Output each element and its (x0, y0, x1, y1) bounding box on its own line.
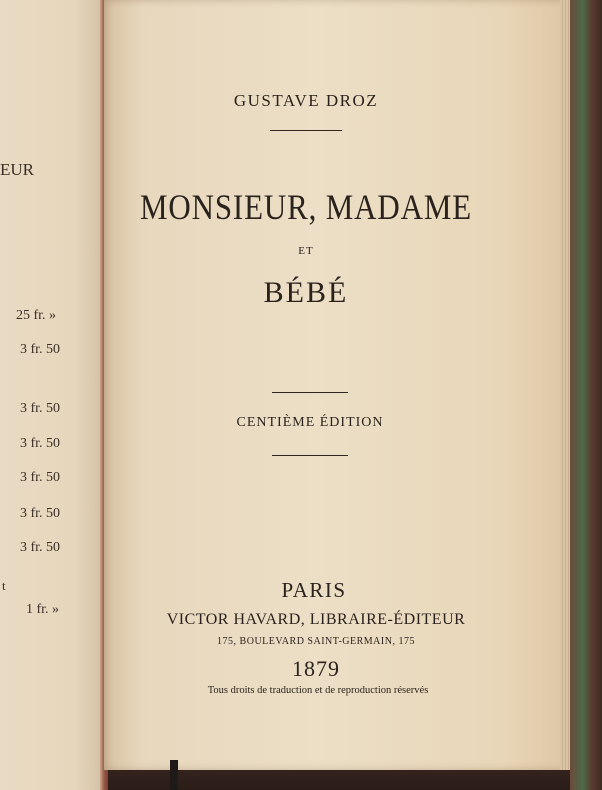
title-page (104, 0, 574, 770)
title-line-1: MONSIEUR, MADAME (140, 187, 472, 227)
bookmark-ribbon (170, 760, 178, 790)
left-heading-fragment: EUR (0, 160, 34, 179)
author-rule (270, 130, 342, 131)
publisher-label: VICTOR HAVARD, LIBRAIRE-ÉDITEUR (166, 611, 466, 628)
edition-rule-top (272, 392, 348, 393)
author-name: GUSTAVE DROZ (233, 91, 379, 110)
publisher-address: 175, BOULEVARD SAINT-GERMAIN, 175 (217, 636, 415, 647)
left-price-3: 3 fr. 50 (20, 401, 61, 416)
title-line-2: BÉBÉ (263, 276, 349, 309)
city-label: PARIS (281, 578, 347, 602)
rights-notice: Tous droits de traduction et de reproduction réservés (207, 685, 429, 696)
right-cover-edge (570, 0, 602, 790)
left-price-2: 3 fr. 50 (20, 342, 61, 357)
edition-label: CENTIÈME ÉDITION (236, 415, 384, 430)
left-price-8: 1 fr. » (26, 602, 60, 617)
left-price-6: 3 fr. 50 (20, 506, 61, 521)
left-price-1: 25 fr. » (16, 308, 57, 323)
left-page (0, 0, 106, 790)
left-stray-letter: t (2, 578, 6, 593)
left-price-4: 3 fr. 50 (20, 436, 61, 451)
edition-rule-bottom (272, 455, 348, 456)
title-conjunction: ET (298, 245, 314, 257)
publication-year: 1879 (292, 656, 340, 681)
left-price-5: 3 fr. 50 (20, 470, 61, 485)
left-price-7: 3 fr. 50 (20, 540, 61, 555)
